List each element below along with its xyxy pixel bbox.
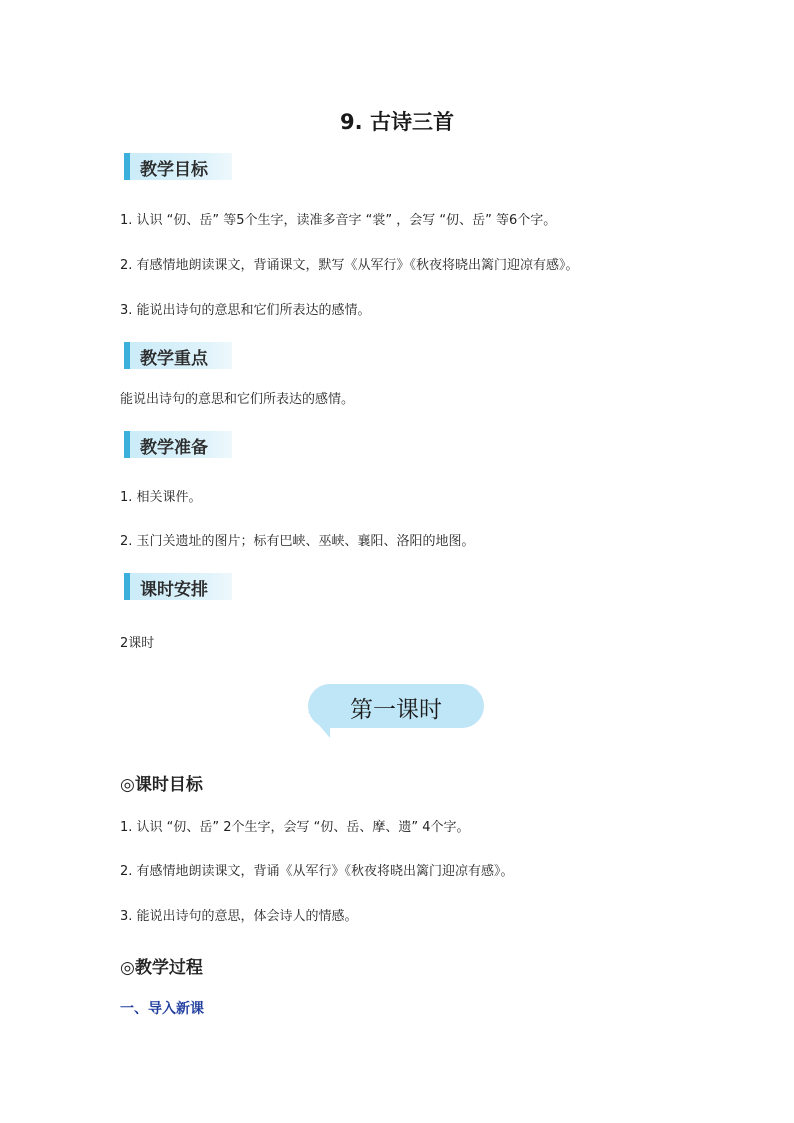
section-header-schedule xyxy=(124,573,232,600)
section-heading: 教学准备 xyxy=(140,438,208,458)
section-heading: 教学目标 xyxy=(140,160,208,180)
prep-item-1: 1. 相关课件。 xyxy=(120,490,202,505)
section-header-focus xyxy=(124,342,232,369)
goal-item-3: 3. 能说出诗句的意思和它们所表达的感情。 xyxy=(120,303,371,318)
focus-text: 能说出诗句的意思和它们所表达的感情。 xyxy=(120,392,355,407)
lesson-badge xyxy=(308,684,484,728)
process-step-1: 一、导入新课 xyxy=(120,1001,204,1017)
section-accent-bar xyxy=(124,153,130,180)
lesson-badge-label: 第一课时 xyxy=(350,697,442,723)
schedule-text: 2课时 xyxy=(120,636,155,651)
section-header-goals xyxy=(124,153,232,180)
goal-item-1: 1. 认识 “仞、岳” 等5个生字，读准多音字 “裳” ，会写 “仞、岳” 等6个字。 xyxy=(120,213,557,228)
section-accent-bar xyxy=(124,573,130,600)
section-accent-bar xyxy=(124,342,130,369)
goal-item-2: 2. 有感情地朗读课文，背诵课文，默写《从军行》《秋夜将晓出篱门迎凉有感》。 xyxy=(120,258,579,273)
lesson-goal-item-3: 3. 能说出诗句的意思，体会诗人的情感。 xyxy=(120,909,358,924)
process-heading: ◎教学过程 xyxy=(120,958,203,978)
section-heading: 教学重点 xyxy=(140,349,208,369)
prep-item-2: 2. 玉门关遗址的图片；标有巴峡、巫峡、襄阳、洛阳的地图。 xyxy=(120,534,475,549)
section-header-prep xyxy=(124,431,232,458)
page-title: 9. 古诗三首 xyxy=(340,110,454,134)
lesson-goal-item-1: 1. 认识 “仞、岳” 2个生字，会写 “仞、岳、摩、遗” 4个字。 xyxy=(120,820,470,835)
section-heading: 课时安排 xyxy=(140,580,208,600)
lesson-goal-item-2: 2. 有感情地朗读课文，背诵《从军行》《秋夜将晓出篱门迎凉有感》。 xyxy=(120,864,514,879)
lesson-goals-heading: ◎课时目标 xyxy=(120,775,203,795)
section-accent-bar xyxy=(124,431,130,458)
